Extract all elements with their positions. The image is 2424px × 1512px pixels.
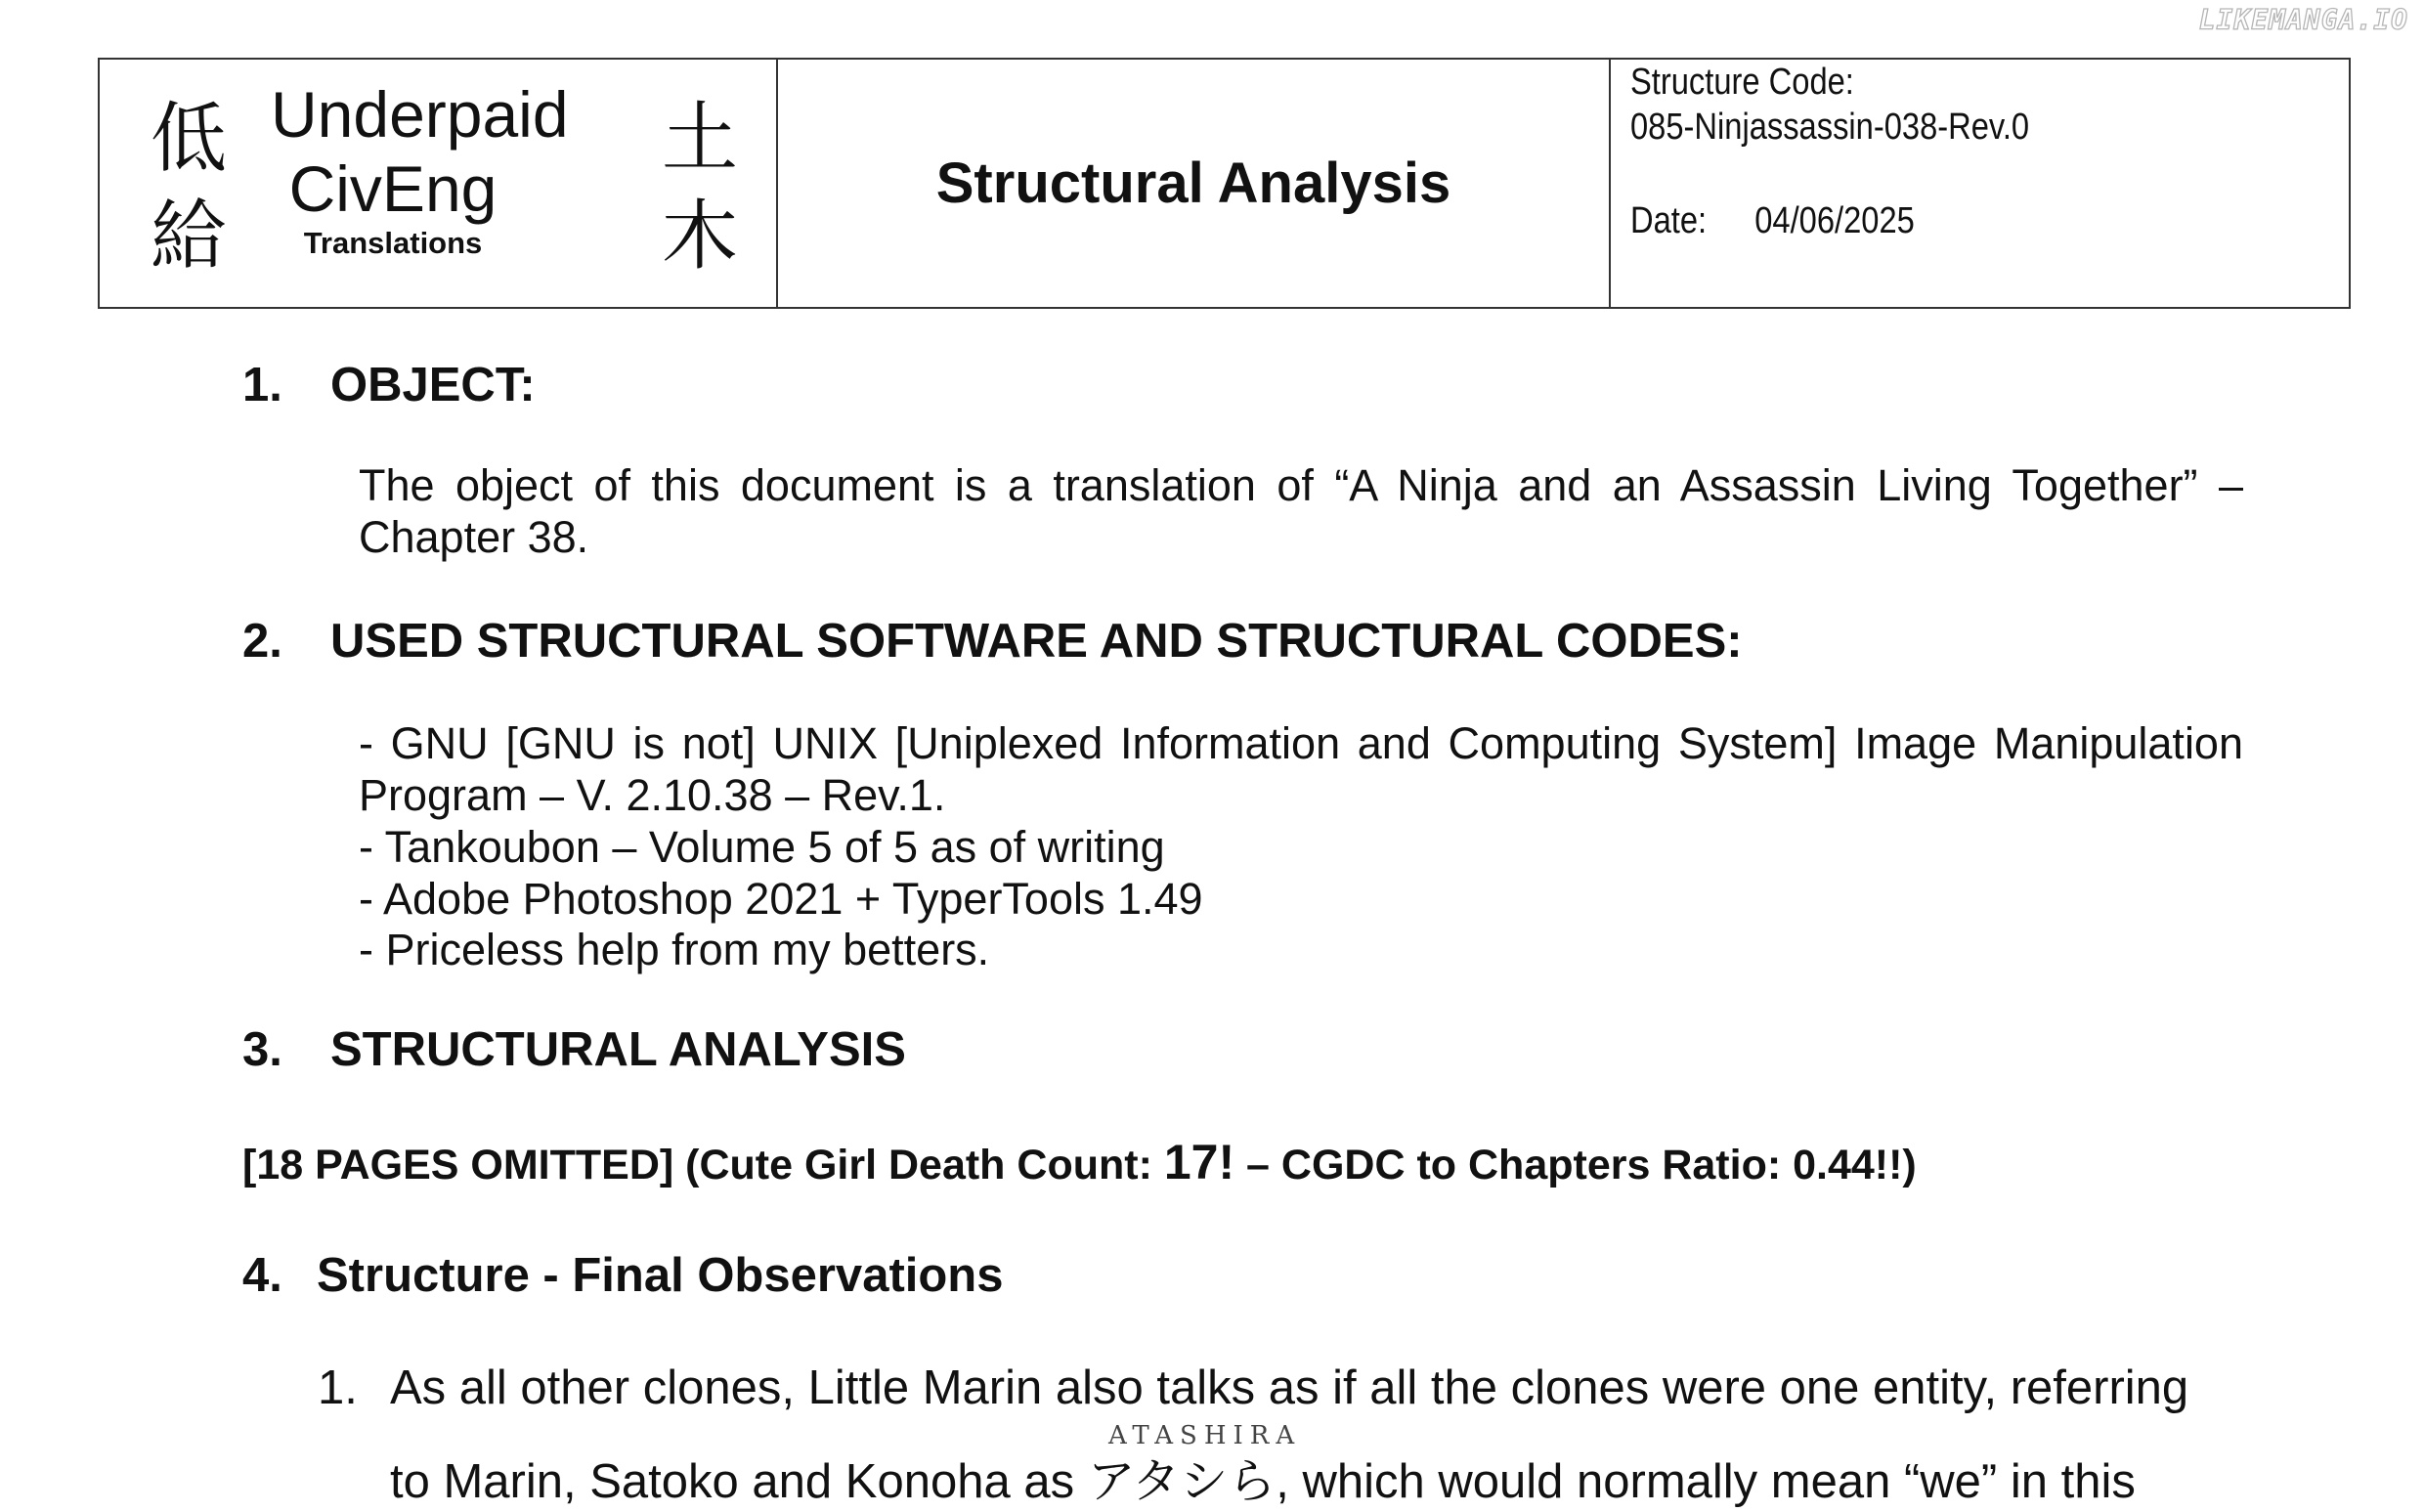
group-logo-cell [100, 60, 778, 307]
section-title: STRUCTURAL ANALYSIS [330, 1023, 906, 1076]
group-name-line1: Underpaid [271, 78, 569, 151]
kanji-right-top: 土 [662, 95, 739, 183]
software-list-item: - Adobe Photoshop 2021 + TyperTools 1.49 [359, 874, 1203, 924]
structure-code-label: Structure Code: [1630, 62, 1854, 103]
site-watermark: LIKEMANGA.IO [2198, 4, 2408, 36]
object-paragraph: The object of this document is a translation of “A Ninja and an Assassin Living Together” – Chapter 38. [359, 460, 2243, 562]
document-header-table [98, 58, 2351, 309]
group-name-line2: CivEng [288, 152, 498, 225]
section-number: 2. [242, 615, 282, 668]
credit-stamp: ATASHIRA [1104, 1421, 1305, 1450]
date-row [1630, 200, 1915, 242]
section-number: 1. [242, 359, 282, 411]
kanji-left-top: 低 [151, 95, 228, 183]
group-subtitle: Translations [303, 226, 483, 260]
section-heading-object [242, 358, 536, 412]
date-label: Date: [1630, 200, 1708, 241]
section-heading-observations [242, 1248, 1004, 1303]
death-count: 17! [1163, 1135, 1235, 1189]
document-title-cell [778, 60, 1611, 307]
software-list-item: - GNU [GNU is not] UNIX [Uniplexed Information and Computing System] Image Manipulation Program – V. 2.10.38 – Rev.1. [359, 718, 2243, 820]
kanji-left-bottom: 給 [151, 193, 228, 281]
section-number: 3. [242, 1023, 282, 1076]
section-title: OBJECT: [330, 359, 536, 411]
observation-number: 1. [318, 1361, 358, 1414]
omitted-suffix: – CGDC to Chapters Ratio: 0.44!!) [1234, 1142, 1917, 1188]
observation-item [318, 1361, 2188, 1415]
group-name [271, 77, 569, 226]
document-title: Structural Analysis [935, 151, 1451, 215]
section-heading-analysis [242, 1022, 906, 1077]
section-number: 4. [242, 1249, 282, 1302]
section-title: USED STRUCTURAL SOFTWARE AND STRUCTURAL CODES: [330, 615, 1743, 668]
kanji-right-bottom: 木 [662, 193, 739, 281]
section-title: Structure - Final Observations [317, 1249, 1004, 1302]
structure-code-value: 085-Ninjassassin-038-Rev.0 [1630, 107, 2030, 148]
observation-text: As all other clones, Little Marin also talks as if all the clones were one entity, referring [390, 1361, 2189, 1414]
omitted-pages-note [242, 1134, 1917, 1190]
observation-text-continued: to Marin, Satoko and Konoha as アタシら, which would normally mean “we” in this [390, 1455, 2136, 1508]
software-list-item: - Tankoubon – Volume 5 of 5 as of writing [359, 822, 1165, 872]
section-heading-software [242, 614, 1743, 669]
document-meta-cell [1611, 60, 2349, 307]
software-list-item: - Priceless help from my betters. [359, 925, 990, 974]
date-value: 04/06/2025 [1754, 200, 1915, 241]
omitted-prefix: [18 PAGES OMITTED] (Cute Girl Death Count: [242, 1142, 1164, 1188]
